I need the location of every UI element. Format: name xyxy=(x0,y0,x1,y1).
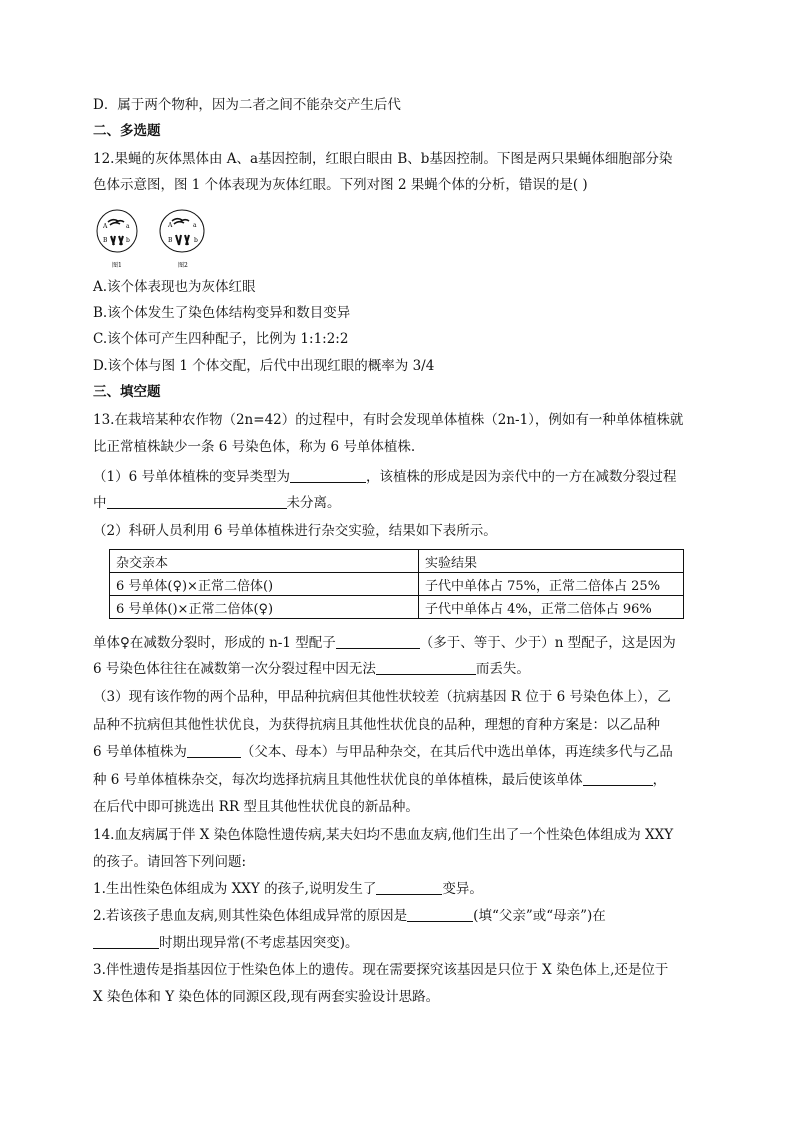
table-cell: 子代中单体占 75%，正常二倍体占 25% xyxy=(419,573,684,596)
table-row xyxy=(110,573,684,596)
q14-part1-text-b: 变异。 xyxy=(442,881,483,897)
fig2-gene-b-upper: B xyxy=(168,237,173,244)
q12-option-a: A.该个体表现也为灰体红眼 xyxy=(93,279,256,295)
fig1-gene-b-lower: b xyxy=(126,237,130,244)
table-cell: 6 号单体()×正常二倍体(♀) xyxy=(110,596,419,619)
q13-part3-line4 xyxy=(93,770,666,790)
q13-part3-blank-2[interactable] xyxy=(583,770,653,786)
q13-part2-line2 xyxy=(93,659,530,679)
q13-stem-line2: 比正常植株缺少一条 6 号染色体，称为 6 号单体植株. xyxy=(93,439,416,455)
q14-stem-line1: 14.血友病属于伴 X 染色体隐性遗传病,某夫妇均不患血友病,他们生出了一个性染色体组成为 XXY xyxy=(93,827,674,843)
q14-part2-text-a: 2.若该孩子患血友病,则其性染色体组成异常的原因是 xyxy=(93,908,408,924)
q12-option-b: B.该个体发生了染色体结构变异和数目变异 xyxy=(93,305,351,321)
q14-part2-blank-2[interactable] xyxy=(93,933,159,949)
q14-part2-text-b: (填“父亲”或“母亲”)在 xyxy=(473,908,606,924)
table-cell: 子代中单体占 4%，正常二倍体占 96% xyxy=(419,596,684,619)
q13-part1-line2 xyxy=(93,493,341,513)
q14-part1-text-a: 1.生出性染色体组成为 XXY 的孩子,说明发生了 xyxy=(93,881,377,897)
q13-part1-blank-2[interactable] xyxy=(107,493,287,509)
q12-stem-line2: 色体示意图，图 1 个体表现为灰体红眼。下列对图 2 果蝇个体的分析，错误的是( ) xyxy=(93,177,588,193)
q14-part1-blank[interactable] xyxy=(376,879,442,895)
fig1-label: 图1 xyxy=(112,262,122,269)
fig1-gene-b-upper: B xyxy=(103,237,108,244)
q13-part3-text-a: 6 号单体植株为 xyxy=(93,744,187,760)
q13-part3-line1: （3）现有该作物的两个品种，甲品种抗病但其他性状较差（抗病基因 R 位于 6 号染色体上），乙 xyxy=(93,689,671,705)
q14-part3-line1: 3.伴性遗传是指基因位于性染色体上的遗传。现在需要探究该基因是只位于 X 染色体上,还是位于 xyxy=(93,962,669,978)
q14-part3-line2: X 染色体和 Y 染色体的同源区段,现有两套实验设计思路。 xyxy=(93,989,440,1005)
q13-part3-line3 xyxy=(93,742,673,762)
q13-part3-text-d: ， xyxy=(652,772,667,788)
table-cell: 6 号单体(♀)×正常二倍体() xyxy=(110,573,419,596)
q13-part2-blank-2[interactable] xyxy=(376,659,476,675)
q14-part2-line1 xyxy=(93,906,606,926)
q13-part2-line1 xyxy=(93,633,676,653)
q12-stem-line1: 12.果蝇的灰体黑体由 A、a基因控制，红眼白眼由 B、b基因控制。下图是两只果蝇体细胞部分染 xyxy=(93,151,673,167)
figure-1-cell xyxy=(97,210,137,269)
q13-stem-line1: 13.在栽培某种农作物（2n=42）的过程中，有时会发现单体植株（2n-1），例如有一种单体植株就 xyxy=(93,412,684,428)
q14-part2-line2 xyxy=(93,933,359,953)
chromosome-figure xyxy=(96,205,216,273)
q12-option-c: C.该个体可产生四种配子，比例为 1:1:2:2 xyxy=(93,331,349,347)
q13-part1-text-b: ，该植株的形成是因为亲代中的一方在减数分裂过程 xyxy=(365,469,677,485)
q13-part3-line5: 在后代中即可挑选出 RR 型且其他性状优良的新品种。 xyxy=(93,799,419,815)
q13-part1-text-c: 中 xyxy=(93,495,107,511)
q13-part2-blank-1[interactable] xyxy=(336,633,420,649)
q14-stem-line2: 的孩子。请回答下列问题: xyxy=(93,854,247,870)
table-header-row xyxy=(110,550,684,573)
table-header-parents: 杂交亲本 xyxy=(110,550,419,573)
q13-part2-intro: （2）科研人员利用 6 号单体植株进行杂交实验，结果如下表所示。 xyxy=(93,523,497,539)
q13-part3-blank-1[interactable] xyxy=(187,742,241,758)
q14-part2-blank-1[interactable] xyxy=(407,906,473,922)
fig1-gene-a-lower: a xyxy=(126,223,130,230)
q13-part3-line2: 品种不抗病但其他性状优良，为获得抗病且其他性状优良的品种，理想的育种方案是：以乙品种 xyxy=(93,717,660,733)
q12-option-d: D.该个体与图 1 个体交配，后代中出现红眼的概率为 3/4 xyxy=(93,358,435,374)
table-row xyxy=(110,596,684,619)
q11-option-d: D．属于两个物种，因为二者之间不能杂交产生后代 xyxy=(93,97,401,113)
fig2-label: 图2 xyxy=(178,262,188,269)
q13-part3-text-c: 种 6 号单体植株杂交，每次均选择抗病且其他性状优良的单体植株，最后使该单体 xyxy=(93,772,583,788)
q13-part1-text-d: 未分离。 xyxy=(286,495,341,511)
q13-part1-blank-1[interactable] xyxy=(290,467,366,483)
q13-part1-text-a: （1）6 号单体植株的变异类型为 xyxy=(93,469,290,485)
q13-part2-text-c: 6 号染色体往往在减数第一次分裂过程中因无法 xyxy=(93,661,376,677)
fig1-gene-a-upper: A xyxy=(103,223,108,230)
q13-part3-text-b: （父本、母本）与甲品种杂交，在其后代中选出单体，再连续多代与乙品 xyxy=(240,744,673,760)
q14-part2-text-c: 时期出现异常(不考虑基因突变)。 xyxy=(159,935,359,951)
cross-experiment-table xyxy=(109,549,684,619)
q13-part2-text-b: （多于、等于、少于）n 型配子，这是因为 xyxy=(419,635,676,651)
fig2-gene-a-upper: A xyxy=(168,222,173,229)
fig2-gene-b-lower: b xyxy=(194,237,198,244)
section-multiple-choice-title: 二、多选题 xyxy=(93,123,161,139)
section-fill-blank-title: 三、填空题 xyxy=(93,384,161,400)
q13-part1-line1 xyxy=(93,467,676,487)
table-header-results: 实验结果 xyxy=(419,550,684,573)
q13-part2-text-d: 而丢失。 xyxy=(475,661,530,677)
q14-part1 xyxy=(93,879,483,899)
fig2-gene-a-lower: a xyxy=(193,222,197,229)
figure-2-cell xyxy=(160,210,204,269)
q13-part2-text-a: 单体♀在减数分裂时，形成的 n-1 型配子 xyxy=(93,635,336,651)
